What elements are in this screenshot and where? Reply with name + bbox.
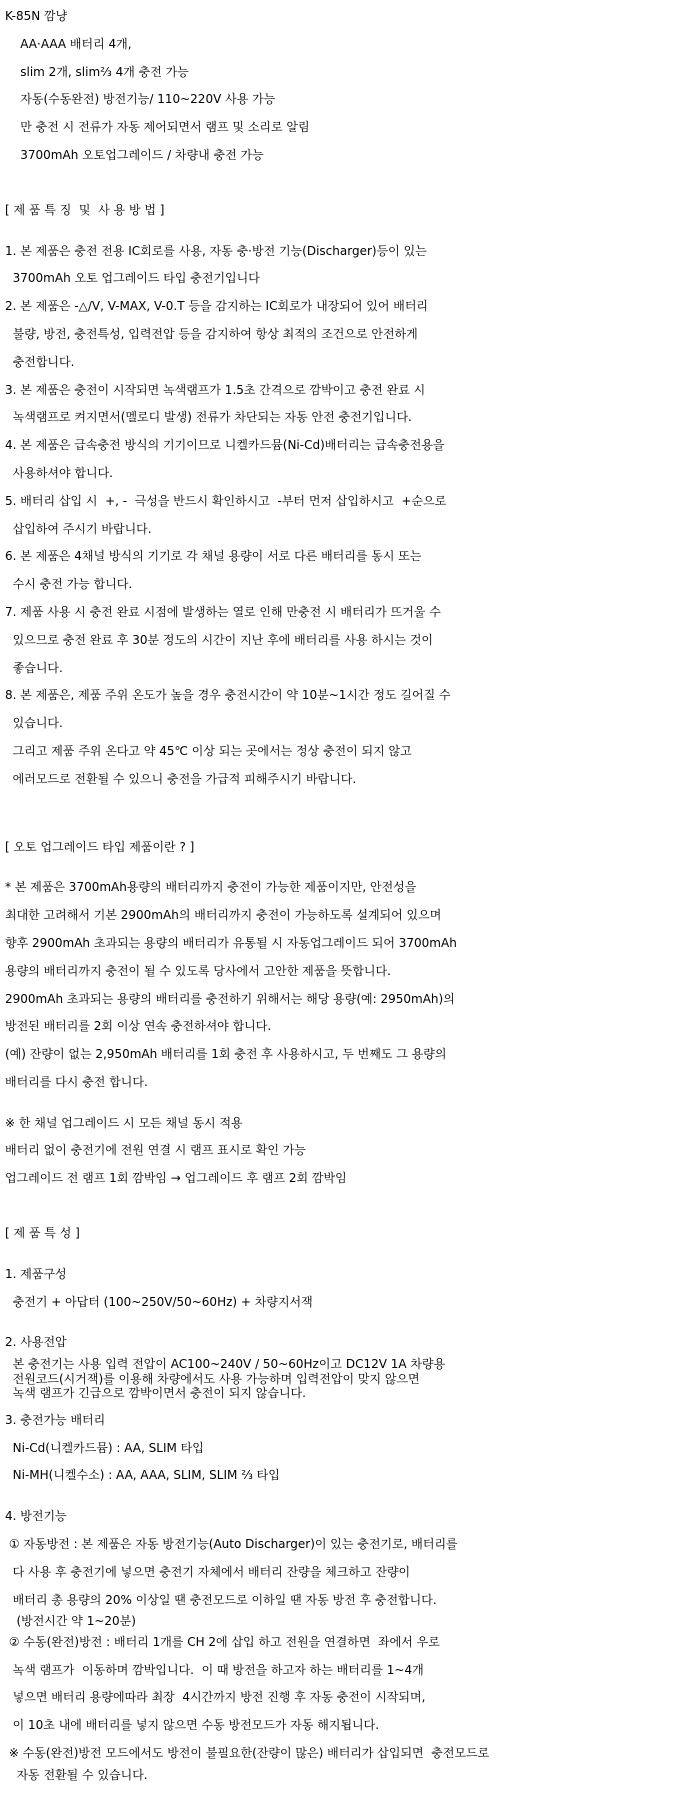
text-line: K-85N 깜냥: [5, 9, 68, 23]
blank-line: [5, 861, 700, 874]
text-line: ② 수동(완전)방전 : 배터리 1개를 CH 2에 삽입 하고 전원을 연결하면 좌에서 우로: [5, 1634, 440, 1649]
text-line: 좋습니다.: [5, 660, 63, 675]
text-line: Ni-Cd(니켈카드뮴) : AA, SLIM 타입: [5, 1440, 204, 1455]
blank-line: [5, 170, 700, 197]
blank-line: [5, 821, 700, 834]
text-line: 업그레이드 전 램프 1회 깜박임 → 업그레이드 후 램프 2회 깜박임: [5, 1171, 347, 1186]
text-line: (예) 잔량이 없는 2,950mAh 배터리를 1회 충전 후 사용하시고, 두 번째도 그 용량의: [5, 1047, 447, 1062]
text-line: slim 2개, slim⅔ 4개 충전 가능: [5, 64, 189, 79]
text-line: 녹색 램프가 이동하며 깜박입니다. 이 때 방전을 하고자 하는 배터리를 1~4개: [5, 1662, 424, 1677]
text-line: 자동(수동완전) 방전기능/ 110~220V 사용 가능: [5, 92, 276, 107]
text-line: 있습니다.: [5, 716, 63, 731]
text-line: 향후 2900mAh 초과되는 용량의 배터리가 유통될 시 자동업그레이드 되어 3700mAh: [5, 935, 457, 950]
text-line: (방전시간 약 1~20분): [5, 1614, 136, 1629]
text-line: 방전된 배터리를 2회 이상 연속 충전하셔야 합니다.: [5, 1019, 272, 1034]
text-line: 8. 본 제품은, 제품 주위 온도가 높을 경우 충전시간이 약 10분~1시간 정도 길어질 수: [5, 688, 451, 703]
blank-line: [5, 1097, 700, 1110]
text-line: 7. 제품 사용 시 충전 완료 시점에 발생하는 열로 인해 만충전 시 배터리가 뜨거울 수: [5, 604, 441, 619]
text-line: 만 충전 시 전류가 자동 제어되면서 램프 및 소리로 알림: [5, 120, 310, 135]
text-line: 충전합니다.: [5, 354, 75, 369]
text-line: 3700mAh 오토 업그레이드 타입 충전기입니다: [5, 271, 260, 286]
blank-line: [5, 1490, 700, 1503]
text-line: Ni-MH(니켈수소) : AA, AAA, SLIM, SLIM ⅔ 타입: [5, 1468, 280, 1483]
text-line: 충전기 + 아답터 (100~250V/50~60Hz) + 차량지서잭: [5, 1294, 313, 1309]
text-line: ※ 수동(완전)방전 모드에서도 방전이 불필요한(잔량이 많은) 배터리가 삽입되면 충전모드로: [5, 1746, 490, 1761]
text-line: 삽입하여 주시기 바랍니다.: [5, 521, 152, 536]
text-line: 배터리를 다시 충전 합니다.: [5, 1074, 148, 1089]
text-line: [ 오토 업그레이드 타입 제품이란 ? ]: [5, 839, 195, 854]
text-line: 자동 전환될 수 있습니다.: [5, 1767, 148, 1782]
text-line: 이 10초 내에 배터리를 넣지 않으면 수동 방전모드가 자동 해지됩니다.: [5, 1718, 380, 1733]
text-line: 5. 배터리 삽입 시 +, - 극성을 반드시 확인하시고 -부터 먼저 삽입하시고 +순으로: [5, 493, 447, 508]
text-line: 2900mAh 초과되는 용량의 배터리를 충전하기 위해서는 해당 용량(예: 2950mAh)의: [5, 991, 455, 1006]
text-line: 3700mAh 오토업그레이드 / 차량내 충전 가능: [5, 147, 264, 162]
text-line: 3. 본 제품은 충전이 시작되면 녹색램프가 1.5초 간격으로 깜박이고 충전 완료 시: [5, 382, 426, 397]
text-line: 용량의 배터리까지 충전이 될 수 있도록 당사에서 고안한 제품을 뜻합니다.: [5, 963, 391, 978]
text-line: 4. 방전기능: [5, 1509, 67, 1524]
text-line: 전원코드(시거잭)를 이용해 차량에서도 사용 가능하며 입력전압이 맞지 않으면: [5, 1371, 420, 1386]
text-line: [ 제 품 특 징 및 사 용 방 법 ]: [5, 202, 165, 217]
text-line: ① 자동방전 : 본 제품은 자동 방전기능(Auto Discharger)이 있는 충전기로, 배터리를: [5, 1536, 458, 1551]
text-line: 에러모드로 전환될 수 있으니 충전을 가급적 피해주시기 바랍니다.: [5, 771, 357, 786]
text-line: * 본 제품은 3700mAh용량의 배터리까지 충전이 가능한 제품이지만, 안전성을: [5, 880, 417, 895]
text-line: 1. 본 제품은 충전 전용 IC회로를 사용, 자동 충·방전 기능(Discharger)등이 있는: [5, 243, 427, 258]
text-line: 다 사용 후 충전기에 넣으면 충전기 자체에서 배터리 잔량을 체크하고 잔량이: [5, 1564, 411, 1579]
text-line: 2. 사용전압: [5, 1335, 67, 1350]
blank-line: [5, 225, 700, 238]
text-line: 불량, 방전, 충전특성, 입력전압 등을 감지하여 항상 최적의 조건으로 안전하게: [5, 326, 418, 341]
text-line: 6. 본 제품은 4채널 방식의 기기로 각 채널 용량이 서로 다른 배터리를 동시 또는: [5, 549, 422, 564]
blank-line: [5, 794, 700, 821]
text-line: 4. 본 제품은 급속충전 방식의 기기이므로 니켈카드뮴(Ni-Cd)배터리는 급속충전용을: [5, 438, 445, 453]
text-line: 배터리 총 용량의 20% 이상일 땐 충전모드로 이하일 땐 자동 방전 후 충전합니다.: [5, 1592, 437, 1607]
text-line: 배터리 없이 충전기에 전원 연결 시 램프 표시로 확인 가능: [5, 1143, 306, 1158]
blank-line: [5, 1193, 700, 1220]
text-line: 본 충전기는 사용 입력 전압이 AC100~240V / 50~60Hz이고 DC12V 1A 차량용: [5, 1357, 446, 1372]
text-line: 녹색 램프가 긴급으로 깜박이면서 충전이 되지 않습니다.: [5, 1386, 306, 1401]
blank-line: [5, 1316, 700, 1329]
text-line: 2. 본 제품은 -△/V, V-MAX, V-0.T 등을 감지하는 IC회로가 내장되어 있어 배터리: [5, 299, 429, 314]
text-line: 수시 충전 가능 합니다.: [5, 577, 133, 592]
text-line: AA·AAA 배터리 4개,: [5, 36, 132, 51]
text-line: [ 제 품 특 성 ]: [5, 1226, 80, 1241]
text-line: 녹색램프로 켜지면서(멜로디 발생) 전류가 차단되는 자동 안전 충전기입니다.: [5, 410, 412, 425]
text-line: 그리고 제품 주위 온다고 약 45℃ 이상 되는 곳에서는 정상 충전이 되지 않고: [5, 743, 412, 758]
blank-line: [5, 1248, 700, 1261]
text-line: ※ 한 채널 업그레이드 시 모든 채널 동시 적용: [5, 1115, 243, 1130]
text-line: 있으므로 충전 완료 후 30분 정도의 시간이 지난 후에 배터리를 사용 하시는 것이: [5, 632, 434, 647]
text-line: 3. 충전가능 배터리: [5, 1412, 106, 1427]
text-line: 넣으면 배터리 용량에따라 최장 4시간까지 방전 진행 후 자동 충전이 시작되며,: [5, 1690, 426, 1705]
text-line: 사용하셔야 합니다.: [5, 465, 113, 480]
text-line: 1. 제품구성: [5, 1266, 67, 1281]
text-line: 최대한 고려해서 기본 2900mAh의 배터리까지 충전이 가능하도록 설계되어 있으며: [5, 908, 442, 923]
